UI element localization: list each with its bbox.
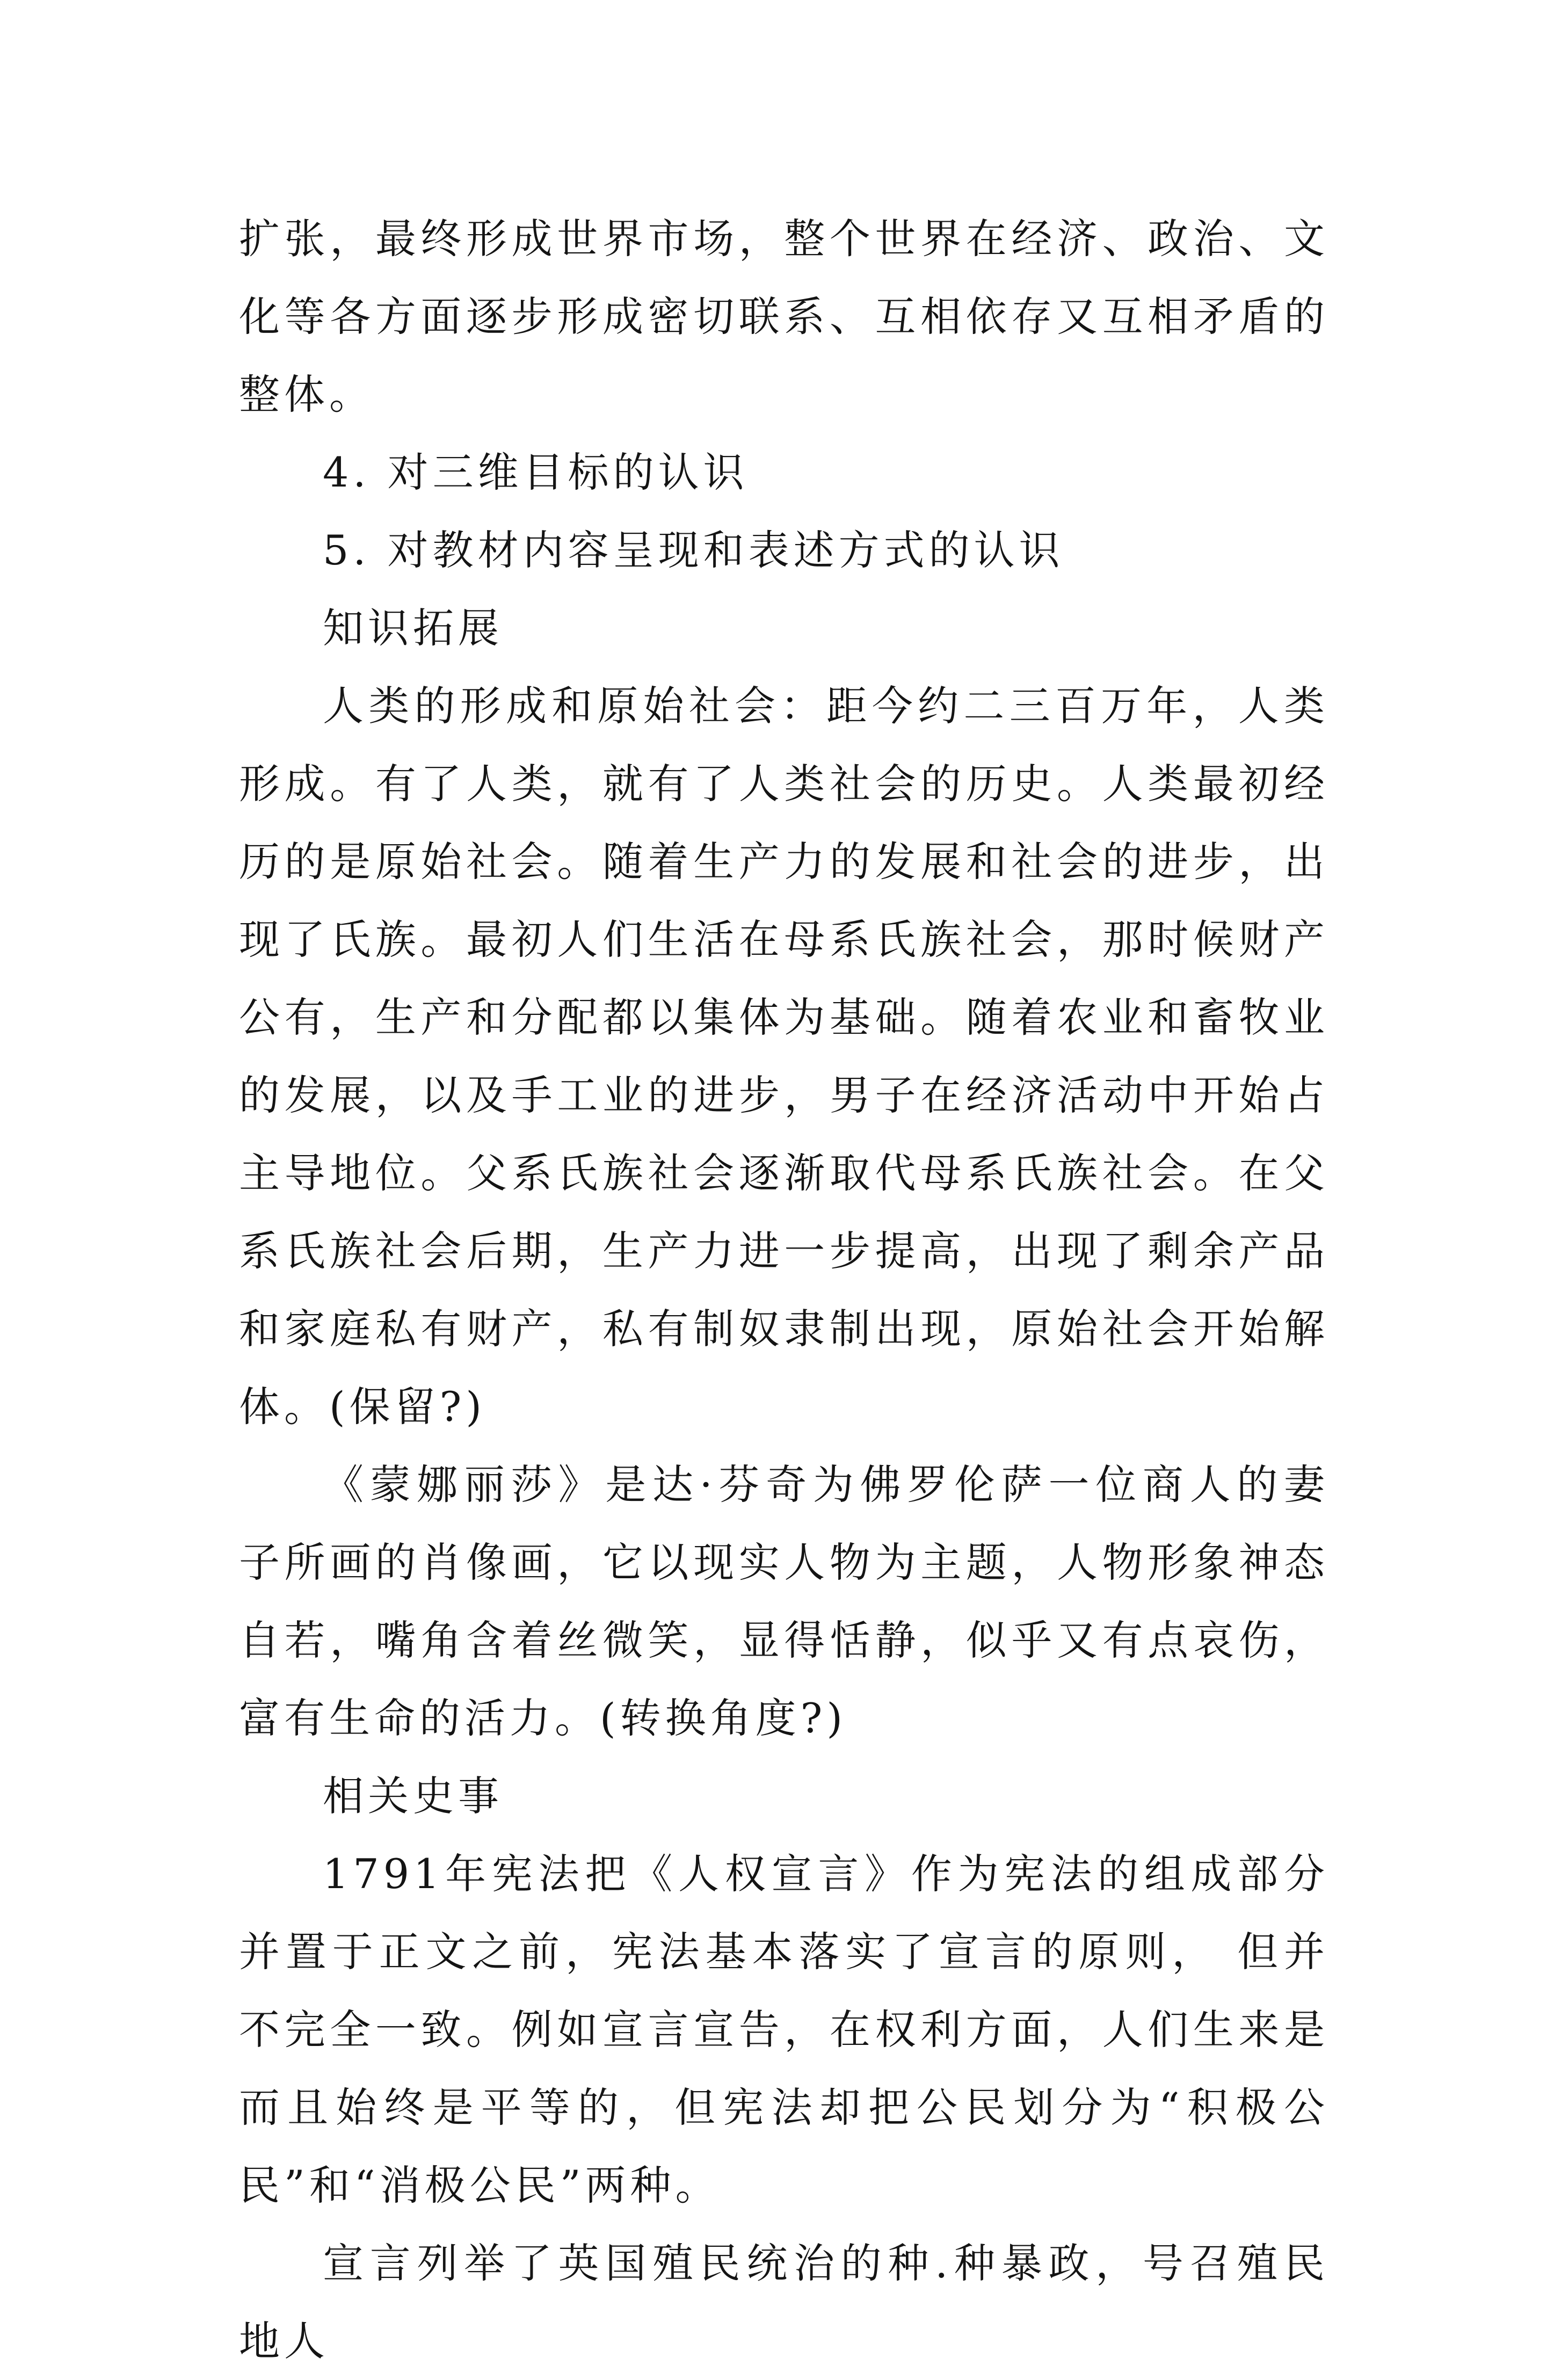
- paragraph-constitution-1791: 1791年宪法把《人权宣言》作为宪法的组成部分并置于正文之前，宪法基本落实了宣言的原则， 但并不完全一致。例如宣言宣告，在权利方面，人们生来是而且始终是平等的，但宪法却把公民划分为“积极公民”和“消极公民”两种。: [239, 1850, 1329, 2209]
- list-item-5: 5. 对教材内容呈现和表述方式的认识: [323, 526, 1064, 574]
- paragraph-declaration: 宣言列举了英国殖民统治的种.种暴政，号召殖民地人: [239, 2239, 1329, 2365]
- list-item-4: 4. 对三维目标的认识: [323, 448, 749, 496]
- section-heading-history: 相关史事: [323, 1772, 503, 1820]
- paragraph-primitive-society: 人类的形成和原始社会：距今约二三百万年，人类形成。有了人类，就有了人类社会的历史。人类最初经历的是原始社会。随着生产力的发展和社会的进步，出现了氏族。最初人们生活在母系氏族社会，那时候财产公有，生产和分配都以集体为基础。随着农业和畜牧业的发展，以及手工业的进步，男子在经济活动中开始占主导地位。父系氏族社会逐渐取代母系氏族社会。在父系氏族社会后期，生产力进一步提高，出现了剩余产品和家庭私有财产，私有制奴隶制出现，原始社会开始解体。(保留?): [239, 682, 1329, 1431]
- paragraph-continuation: 扩张，最终形成世界市场，整个世界在经济、政治、文化等各方面逐步形成密切联系、互相依存又互相矛盾的整体。: [239, 215, 1329, 418]
- paragraph-mona-lisa: 《蒙娜丽莎》是达·芬奇为佛罗伦萨一位商人的妻子所画的肖像画，它以现实人物为主题，人物形象神态自若，嘴角含着丝微笑，显得恬静，似乎又有点哀伤，富有生命的活力。(转换角度?): [239, 1461, 1329, 1742]
- document-body: [239, 200, 1329, 2380]
- section-heading-knowledge: 知识拓展: [323, 604, 503, 652]
